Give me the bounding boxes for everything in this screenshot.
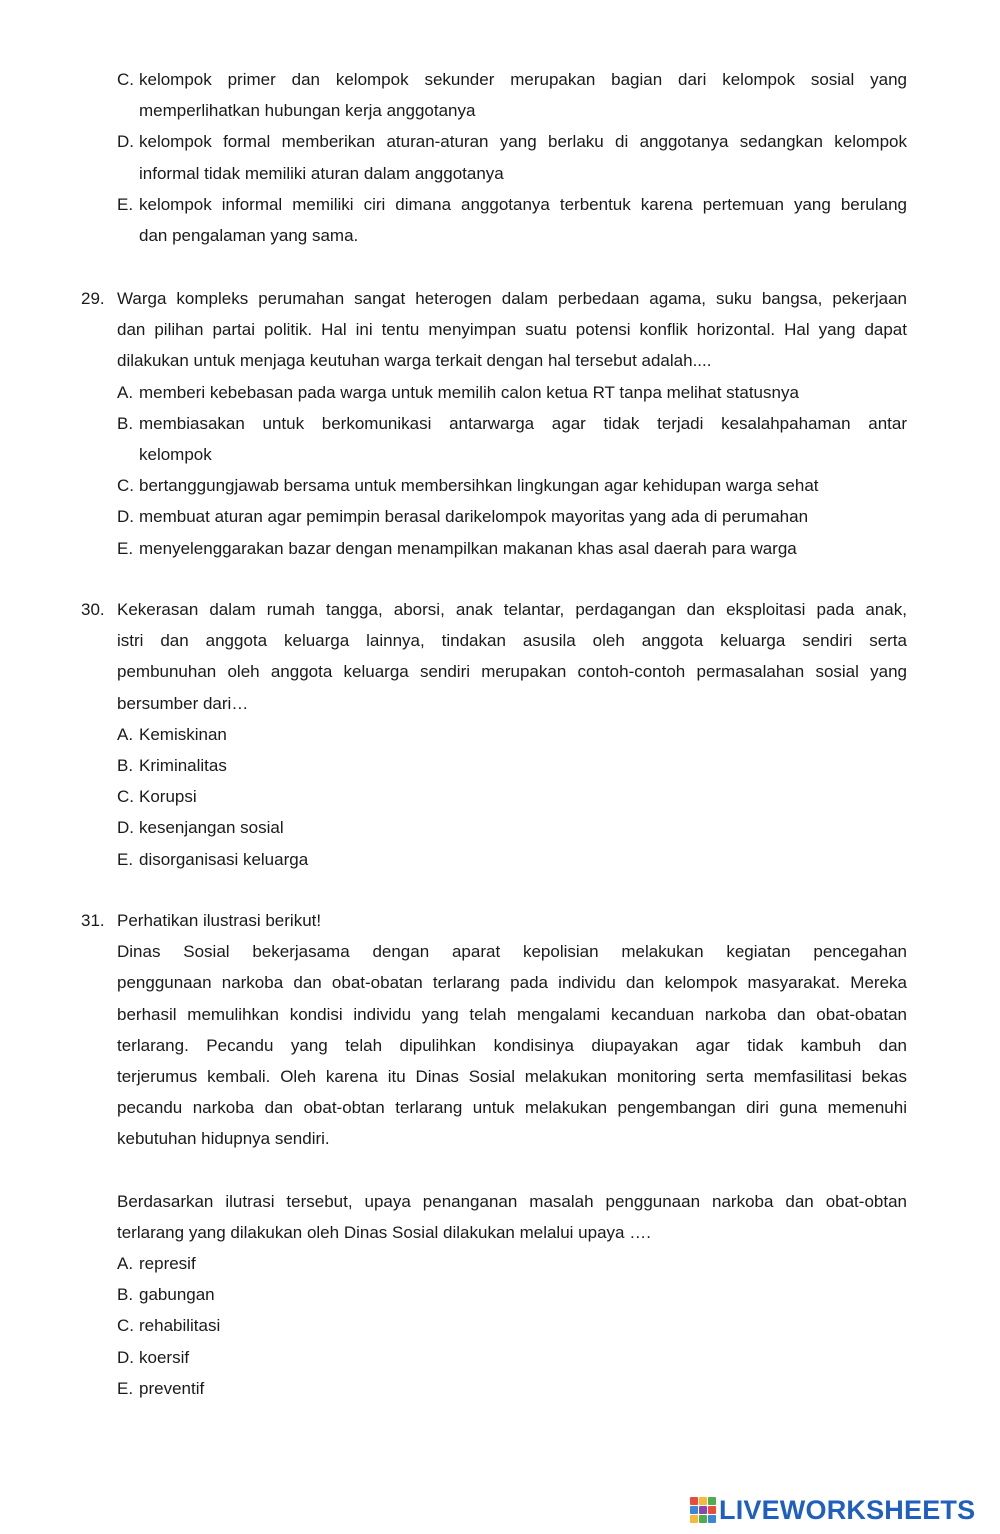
illustration-text: terjerumus kembali. Oleh karena itu Dinas Sosial melakukan monitoring serta memfasilitasi bekas — [117, 1066, 907, 1086]
option-e[interactable] — [117, 533, 907, 564]
option-text: kesenjangan sosial — [139, 818, 284, 838]
option-c[interactable] — [117, 1310, 907, 1341]
question-28-options — [81, 64, 907, 251]
option-letter: C. — [117, 787, 134, 807]
option-d[interactable] — [117, 1342, 907, 1373]
option-b[interactable] — [117, 1279, 907, 1310]
option-text: dan pengalaman yang sama. — [139, 225, 359, 245]
question-stem: bersumber dari… — [117, 693, 249, 713]
question-stem: Kekerasan dalam rumah tangga, aborsi, anak telantar, perdagangan dan eksploitasi pada anak, — [117, 600, 907, 619]
question-intro: Perhatikan ilustrasi berikut! — [117, 911, 322, 930]
option-letter: C. — [117, 476, 134, 496]
illustration-text: terlarang. Pecandu yang telah dipulihkan kondisinya diupayakan agar tidak kambuh dan — [117, 1035, 907, 1055]
option-text: membuat aturan agar pemimpin berasal darikelompok mayoritas yang ada di perumahan — [139, 507, 809, 527]
option-text: koersif — [139, 1347, 190, 1367]
option-c[interactable] — [117, 64, 907, 126]
option-text: menyelenggarakan bazar dengan menampilkan makanan khas asal daerah para warga — [139, 538, 797, 558]
option-letter: D. — [117, 818, 134, 838]
option-letter: E. — [117, 1378, 134, 1398]
option-text: gabungan — [139, 1285, 215, 1305]
question-number: 29. — [81, 289, 105, 308]
option-letter: D. — [117, 507, 134, 527]
illustration-text: penggunaan narkoba dan obat-obatan terlarang pada individu dan kelompok masyarakat. Mereka — [117, 973, 907, 993]
option-text: informal tidak memiliki aturan dalam anggotanya — [139, 163, 504, 183]
question-stem: Berdasarkan ilutrasi tersebut, upaya penanganan masalah penggunaan narkoba dan obat-obtan — [117, 1191, 907, 1211]
option-d[interactable] — [117, 126, 907, 188]
illustration-text: kebutuhan hidupnya sendiri. — [117, 1129, 330, 1149]
question-stem: dilakukan untuk menjaga keutuhan warga terkait dengan hal tersebut adalah.... — [117, 351, 712, 371]
option-e[interactable] — [117, 189, 907, 251]
option-b[interactable] — [117, 750, 907, 781]
option-text: kelompok — [139, 444, 212, 464]
option-text: kelompok formal memberikan aturan-aturan yang berlaku di anggotanya sedangkan kelompok — [139, 132, 907, 152]
option-letter: A. — [117, 382, 134, 402]
option-text: Korupsi — [139, 787, 197, 807]
option-a[interactable] — [117, 719, 907, 750]
option-text: Kemiskinan — [139, 724, 227, 744]
option-text: represif — [139, 1254, 196, 1274]
option-letter: E. — [117, 849, 134, 869]
option-letter: D. — [117, 1347, 134, 1367]
question-stem: dan pilihan partai politik. Hal ini tentu menyimpan suatu potensi konflik horizontal. Hal yang dapat — [117, 320, 907, 340]
question-stem: Warga kompleks perumahan sangat heterogen dalam perbedaan agama, suku bangsa, pekerjaan — [117, 289, 907, 308]
question-31 — [81, 905, 907, 1404]
question-30 — [81, 594, 907, 875]
option-letter: B. — [117, 413, 134, 433]
option-b[interactable] — [117, 408, 907, 470]
option-text: memberi kebebasan pada warga untuk memilih calon ketua RT tanpa melihat statusnya — [139, 382, 799, 402]
option-text: disorganisasi keluarga — [139, 849, 309, 869]
option-a[interactable] — [117, 1248, 907, 1279]
option-text: rehabilitasi — [139, 1316, 221, 1336]
option-letter: E. — [117, 538, 134, 558]
logo-text: LIVEWORKSHEETS — [719, 1494, 976, 1525]
question-29 — [81, 283, 907, 564]
option-text: kelompok informal memiliki ciri dimana anggotanya terbentuk karena pertemuan yang berulang — [139, 194, 907, 214]
option-letter: D. — [117, 132, 134, 152]
option-d[interactable] — [117, 501, 907, 532]
option-letter: B. — [117, 755, 134, 775]
option-text: membiasakan untuk berkomunikasi antarwarga agar tidak terjadi kesalahpahaman antar — [139, 413, 907, 433]
option-text: kelompok primer dan kelompok sekunder merupakan bagian dari kelompok sosial yang — [139, 70, 907, 89]
option-letter: C. — [117, 1316, 134, 1336]
option-letter: E. — [117, 194, 134, 214]
option-letter: C. — [117, 70, 134, 89]
question-number: 30. — [81, 600, 105, 619]
option-e[interactable] — [117, 1373, 907, 1404]
illustration-text: pecandu narkoba dan obat-obtan terlarang untuk melakukan pengembangan diri guna memenuhi — [117, 1098, 907, 1118]
option-a[interactable] — [117, 377, 907, 408]
option-text: preventif — [139, 1378, 205, 1398]
paragraph-gap — [81, 1155, 907, 1186]
illustration-text: berhasil memulihkan kondisi individu yang telah mengalami kecanduan narkoba dan obat-obatan — [117, 1004, 907, 1024]
option-letter: B. — [117, 1285, 134, 1305]
illustration-text: Dinas Sosial bekerjasama dengan aparat kepolisian melakukan kegiatan pencegahan — [117, 942, 907, 962]
question-stem: terlarang yang dilakukan oleh Dinas Sosial dilakukan melalui upaya …. — [117, 1222, 651, 1242]
option-c[interactable] — [117, 470, 907, 501]
question-stem: pembunuhan oleh anggota keluarga sendiri merupakan contoh-contoh permasalahan sosial yang — [117, 662, 907, 682]
option-d[interactable] — [117, 812, 907, 843]
question-stem: istri dan anggota keluarga lainnya, tindakan asusila oleh anggota keluarga sendiri serta — [117, 631, 907, 651]
liveworksheets-logo[interactable] — [690, 1493, 990, 1527]
option-text: Kriminalitas — [139, 755, 227, 775]
option-e[interactable] — [117, 844, 907, 875]
option-c[interactable] — [117, 781, 907, 812]
option-letter: A. — [117, 724, 134, 744]
option-letter: A. — [117, 1254, 134, 1274]
option-text: memperlihatkan hubungan kerja anggotanya — [139, 101, 476, 121]
logo-grid-icon — [690, 1497, 716, 1523]
question-number: 31. — [81, 911, 105, 930]
option-text: bertanggungjawab bersama untuk membersihkan lingkungan agar kehidupan warga sehat — [139, 476, 819, 496]
